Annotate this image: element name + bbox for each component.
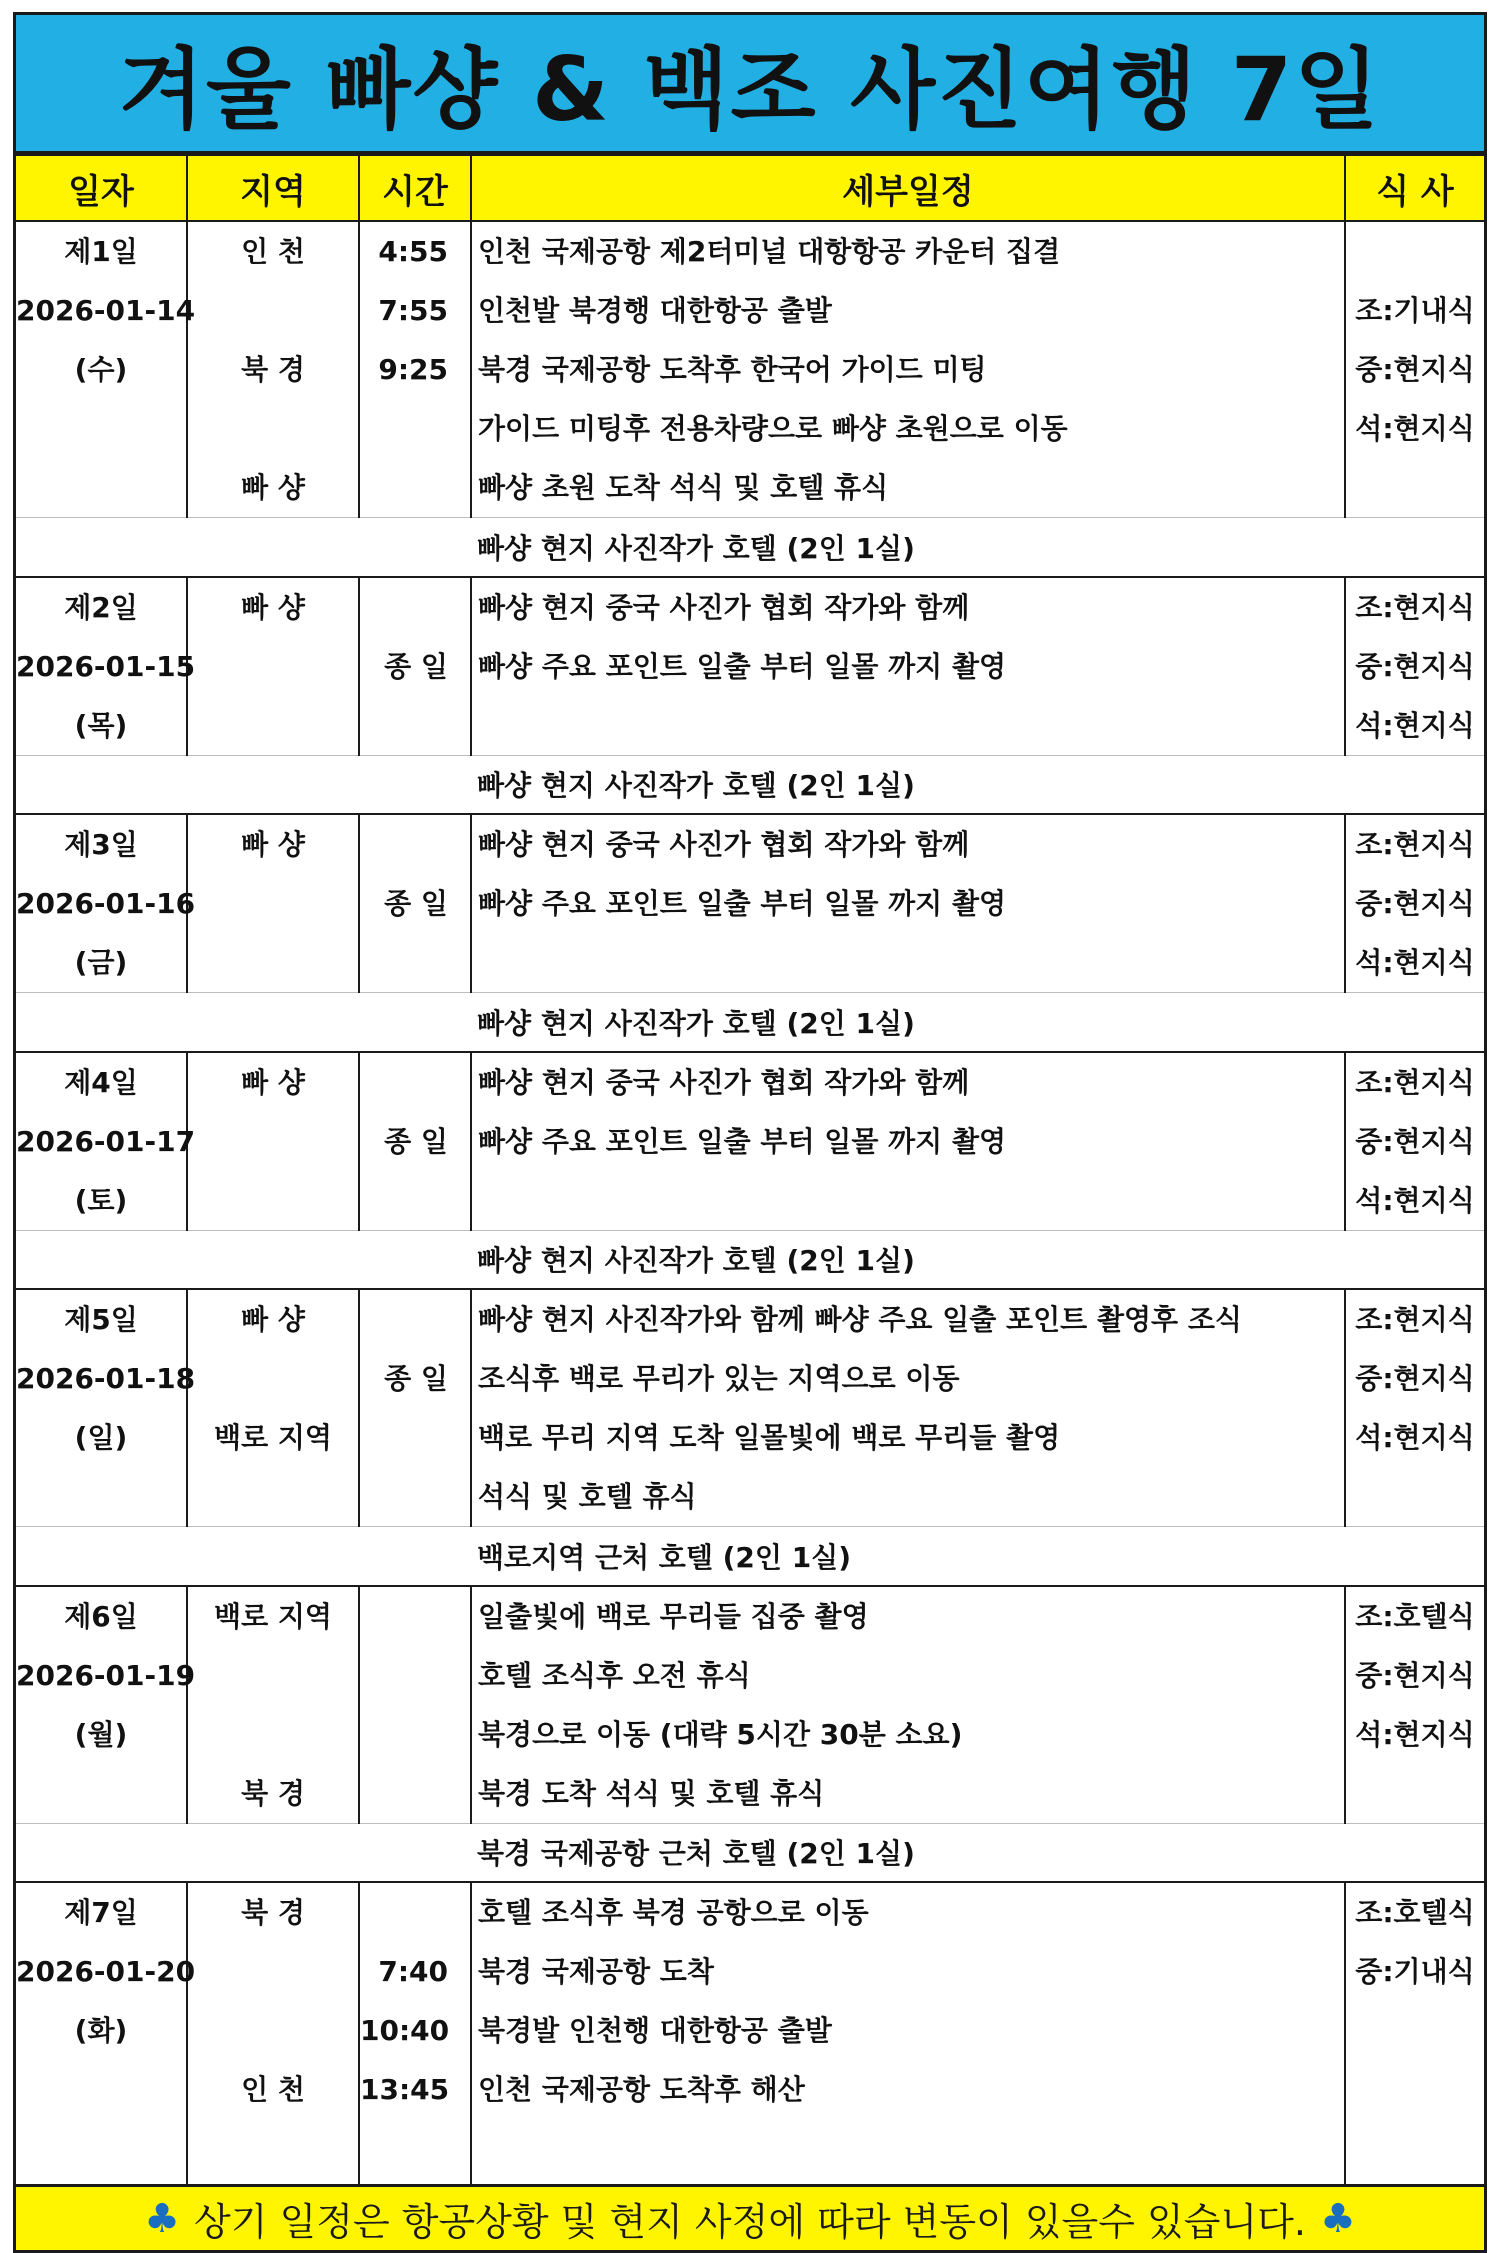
hotel-text: 빠샹 현지 사진작가 호텔 (2인 1실)	[477, 1006, 915, 1040]
meal-text	[1346, 222, 1484, 281]
plan-cell	[471, 1882, 1345, 2184]
day-weekday: (금)	[74, 946, 128, 979]
time-text	[360, 1705, 470, 1764]
plan-text: 북경 국제공항 도착	[478, 1955, 714, 1988]
time-text: 7:55	[378, 294, 448, 327]
region-cell	[187, 1052, 359, 1231]
hotel-row	[16, 1823, 1484, 1882]
region-text	[188, 1112, 358, 1171]
time-cell	[359, 1052, 471, 1231]
meal-text: 중:현지식	[1355, 887, 1475, 920]
meal-text: 중:현지식	[1355, 649, 1475, 683]
plan-text: 빠샹 현지 중국 사진가 협회 작가와 함께	[478, 828, 970, 861]
plan-text: 인천발 북경행 대한항공 출발	[478, 294, 832, 327]
hotel-row	[16, 1230, 1484, 1289]
day-day: 제6일	[64, 1599, 138, 1633]
header-meal: 식 사	[1345, 155, 1484, 221]
region-text	[188, 1349, 358, 1408]
time-text	[360, 1171, 470, 1230]
plan-text: 석식 및 호텔 휴식	[478, 1480, 697, 1513]
hotel-spacer	[16, 755, 471, 814]
time-cell	[359, 1289, 471, 1527]
plan-text	[472, 1171, 1344, 1230]
plan-text: 가이드 미팅후 전용차량으로 빠샹 초원으로 이동	[478, 412, 1068, 445]
region-text	[188, 1646, 358, 1705]
plan-text: 북경 도착 석식 및 호텔 휴식	[478, 1776, 825, 1810]
region-text: 빠 샹	[241, 1065, 305, 1099]
hotel-row	[16, 755, 1484, 814]
plan-cell	[471, 221, 1345, 518]
hotel-cell	[471, 993, 1484, 1052]
time-text	[360, 458, 470, 517]
meal-text	[1346, 2001, 1484, 2060]
time-text	[360, 696, 470, 755]
meal-text	[1346, 1467, 1484, 1526]
region-cell	[187, 1586, 359, 1824]
day-weekday: (화)	[74, 2014, 128, 2047]
date-cell	[16, 1052, 196, 1231]
day-date: 2026-01-19	[16, 1658, 196, 1692]
header-time: 시간	[359, 155, 471, 221]
meal-text: 중:현지식	[1355, 1658, 1475, 1692]
time-text	[360, 1646, 470, 1705]
date-cell	[16, 814, 196, 993]
region-cell	[187, 814, 359, 993]
plan-text: 북경 국제공항 도착후 한국어 가이드 미팅	[478, 353, 987, 386]
date-cell	[16, 577, 196, 756]
hotel-spacer	[16, 1527, 471, 1586]
plan-text	[472, 696, 1344, 755]
day-date: 2026-01-18	[16, 1362, 196, 1395]
region-text: 북 경	[241, 1776, 305, 1810]
time-text	[360, 1053, 470, 1112]
header-plan: 세부일정	[471, 155, 1345, 221]
plan-text: 빠샹 현지 중국 사진가 협회 작가와 함께	[478, 1065, 970, 1099]
plan-text: 빠샹 주요 포인트 일출 부터 일몰 까지 촬영	[478, 887, 1007, 920]
hotel-text: 빠샹 현지 사진작가 호텔 (2인 1실)	[477, 769, 915, 803]
page-title: 겨울 빠샹 & 백조 사진여행 7일	[16, 15, 1484, 154]
plan-cell	[471, 1052, 1345, 1231]
meal-text	[1346, 2060, 1484, 2119]
day-weekday: (목)	[74, 708, 128, 742]
time-cell	[359, 1586, 471, 1824]
region-text: 빠 샹	[241, 471, 305, 504]
hotel-text: 북경 국제공항 근처 호텔 (2인 1실)	[477, 1837, 915, 1871]
time-cell	[359, 814, 471, 993]
time-text: 7:40	[378, 1955, 448, 1988]
meal-text: 중:현지식	[1355, 1362, 1475, 1395]
time-text	[360, 933, 470, 992]
meal-text: 석:현지식	[1355, 708, 1475, 742]
day-row	[16, 577, 1484, 756]
club-icon: ♣	[1319, 2195, 1356, 2242]
hotel-cell	[471, 518, 1484, 577]
day-row	[16, 1586, 1484, 1824]
region-text: 백로 지역	[214, 1599, 332, 1633]
plan-cell	[471, 1289, 1345, 1527]
date-cell	[16, 1289, 196, 1527]
time-text: 종 일	[384, 1362, 448, 1395]
date-cell	[16, 1882, 196, 2184]
meal-text: 석:현지식	[1355, 1183, 1475, 1217]
region-cell	[187, 221, 359, 518]
time-text	[360, 1408, 470, 1467]
meal-text: 중:현지식	[1355, 353, 1475, 386]
time-text	[360, 1883, 470, 1942]
itinerary-sheet	[13, 12, 1487, 2253]
day-date: 2026-01-17	[16, 1124, 196, 1158]
region-text: 인 천	[241, 2073, 305, 2106]
hotel-text: 빠샹 현지 사진작가 호텔 (2인 1실)	[477, 1244, 915, 1278]
plan-text: 빠샹 초원 도착 석식 및 호텔 휴식	[478, 471, 889, 504]
time-text: 13:45	[360, 2073, 450, 2106]
meal-cell	[1345, 1882, 1484, 2184]
day-day: 제7일	[64, 1896, 138, 1929]
day-weekday: (토)	[74, 1183, 128, 1217]
region-text: 인 천	[241, 235, 305, 268]
region-text	[188, 933, 358, 992]
hotel-row	[16, 993, 1484, 1052]
club-icon: ♣	[144, 2195, 181, 2242]
plan-text: 북경발 인천행 대한항공 출발	[478, 2014, 832, 2047]
plan-text: 호텔 조식후 북경 공항으로 이동	[478, 1896, 869, 1929]
hotel-cell	[471, 755, 1484, 814]
meal-text: 조:기내식	[1355, 294, 1475, 327]
header-region: 지역	[187, 155, 359, 221]
time-text	[360, 1764, 470, 1823]
hotel-cell	[471, 1230, 1484, 1289]
region-text: 북 경	[241, 1896, 305, 1929]
day-row	[16, 221, 1484, 518]
meal-text: 조:현지식	[1355, 590, 1475, 624]
hotel-cell	[471, 1527, 1484, 1586]
meal-cell	[1345, 1052, 1484, 1231]
time-text	[360, 578, 470, 637]
time-text: 10:40	[360, 2014, 450, 2047]
region-cell	[187, 577, 359, 756]
region-text	[188, 637, 358, 696]
time-cell	[359, 221, 471, 518]
day-date: 2026-01-20	[16, 1955, 196, 1988]
day-row	[16, 1289, 1484, 1527]
notice-text: 상기 일정은 항공상황 및 현지 사정에 따라 변동이 있을수 있습니다.	[194, 2200, 1306, 2244]
time-text: 4:55	[378, 235, 448, 268]
region-text: 빠 샹	[241, 828, 305, 861]
region-text	[188, 281, 358, 340]
notice-footer	[16, 2184, 1484, 2250]
meal-text: 조:호텔식	[1355, 1896, 1475, 1929]
time-text	[360, 399, 470, 458]
meal-text: 조:현지식	[1355, 1303, 1475, 1336]
hotel-row	[16, 518, 1484, 577]
meal-cell	[1345, 577, 1484, 756]
region-text	[188, 874, 358, 933]
day-date: 2026-01-14	[16, 294, 196, 327]
meal-cell	[1345, 1289, 1484, 1527]
hotel-cell	[471, 1823, 1484, 1882]
time-text: 종 일	[384, 649, 448, 683]
region-text: 빠 샹	[241, 590, 305, 624]
meal-text: 중:기내식	[1355, 1955, 1475, 1988]
plan-cell	[471, 1586, 1345, 1824]
hotel-spacer	[16, 1823, 471, 1882]
time-cell	[359, 1882, 471, 2184]
region-text	[188, 696, 358, 755]
day-day: 제4일	[64, 1065, 138, 1099]
day-weekday: (일)	[74, 1421, 128, 1454]
day-day: 제3일	[64, 828, 138, 861]
meal-text: 석:현지식	[1355, 946, 1475, 979]
plan-text: 호텔 조식후 오전 휴식	[478, 1658, 751, 1692]
meal-cell	[1345, 221, 1484, 518]
hotel-row	[16, 1527, 1484, 1586]
day-date: 2026-01-16	[16, 887, 196, 920]
meal-text: 조:현지식	[1355, 1065, 1475, 1099]
hotel-spacer	[16, 518, 471, 577]
time-text	[360, 1290, 470, 1349]
region-text	[188, 1942, 358, 2001]
plan-text: 백로 무리 지역 도착 일몰빛에 백로 무리들 촬영	[478, 1421, 1061, 1454]
meal-text	[1346, 458, 1484, 517]
time-text: 종 일	[384, 1124, 448, 1158]
time-cell	[359, 577, 471, 756]
meal-text: 석:현지식	[1355, 412, 1475, 445]
region-text	[188, 1171, 358, 1230]
day-weekday: (월)	[74, 1717, 128, 1751]
plan-text: 북경으로 이동 (대략 5시간 30분 소요)	[478, 1717, 963, 1751]
time-text	[360, 815, 470, 874]
time-text	[360, 1467, 470, 1526]
plan-cell	[471, 577, 1345, 756]
date-cell	[16, 1586, 196, 1824]
region-cell	[187, 1289, 359, 1527]
day-day: 제1일	[64, 235, 138, 268]
meal-text: 석:현지식	[1355, 1717, 1475, 1751]
plan-text: 일출빛에 백로 무리들 집중 촬영	[478, 1599, 869, 1633]
plan-text: 인천 국제공항 도착후 해산	[478, 2073, 805, 2106]
region-text	[188, 2001, 358, 2060]
region-text	[188, 1467, 358, 1526]
time-text: 9:25	[378, 353, 448, 386]
region-text	[188, 1705, 358, 1764]
meal-cell	[1345, 814, 1484, 993]
plan-text: 조식후 백로 무리가 있는 지역으로 이동	[478, 1362, 960, 1395]
region-cell	[187, 1882, 359, 2184]
day-day: 제2일	[64, 590, 138, 624]
hotel-text: 빠샹 현지 사진작가 호텔 (2인 1실)	[477, 531, 915, 565]
header-date: 일자	[16, 155, 187, 221]
itinerary-table	[16, 154, 1484, 2184]
region-text: 백로 지역	[214, 1421, 332, 1454]
hotel-spacer	[16, 993, 471, 1052]
hotel-text: 백로지역 근처 호텔 (2인 1실)	[477, 1540, 852, 1574]
day-day: 제5일	[64, 1303, 138, 1336]
meal-text: 조:호텔식	[1355, 1599, 1475, 1633]
day-row	[16, 814, 1484, 993]
meal-text	[1346, 1764, 1484, 1823]
region-text: 북 경	[241, 353, 305, 386]
meal-text: 석:현지식	[1355, 1421, 1475, 1454]
region-text	[188, 399, 358, 458]
table-header-row	[16, 155, 1484, 221]
time-text: 종 일	[384, 887, 448, 920]
meal-text: 조:현지식	[1355, 828, 1475, 861]
plan-cell	[471, 814, 1345, 993]
meal-cell	[1345, 1586, 1484, 1824]
plan-text: 빠샹 현지 중국 사진가 협회 작가와 함께	[478, 590, 970, 624]
itinerary-body	[16, 221, 1484, 2184]
day-weekday: (수)	[74, 353, 128, 386]
region-text: 빠 샹	[241, 1303, 305, 1336]
day-date: 2026-01-15	[16, 649, 196, 683]
time-text	[360, 1587, 470, 1646]
plan-text: 빠샹 현지 사진작가와 함께 빠샹 주요 일출 포인트 촬영후 조식	[478, 1303, 1242, 1336]
day-row	[16, 1882, 1484, 2184]
hotel-spacer	[16, 1230, 471, 1289]
day-row	[16, 1052, 1484, 1231]
meal-text: 중:현지식	[1355, 1124, 1475, 1158]
plan-text: 인천 국제공항 제2터미널 대항항공 카운터 집결	[478, 235, 1061, 268]
plan-text: 빠샹 주요 포인트 일출 부터 일몰 까지 촬영	[478, 649, 1007, 683]
plan-text	[472, 933, 1344, 992]
plan-text: 빠샹 주요 포인트 일출 부터 일몰 까지 촬영	[478, 1124, 1007, 1158]
date-cell	[16, 221, 196, 518]
